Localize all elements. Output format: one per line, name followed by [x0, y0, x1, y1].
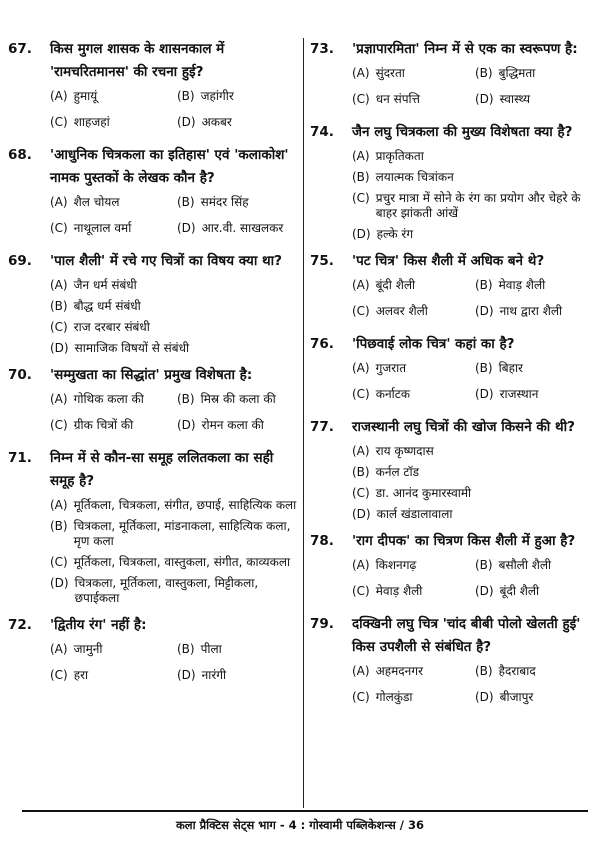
question-header	[310, 613, 594, 659]
option-text: हरा	[73, 668, 89, 682]
question-number: 75.	[310, 253, 334, 269]
option-label: (A)	[352, 278, 370, 292]
question-header	[8, 447, 300, 493]
option-item	[352, 584, 471, 599]
question-number: 79.	[310, 616, 334, 632]
option-label: (C)	[352, 304, 370, 318]
option-label: (B)	[177, 195, 195, 209]
question-number: 77.	[310, 419, 334, 435]
option-item	[50, 320, 300, 335]
question-text: 'आधुनिक चित्रकला का इतिहास' एवं 'कलाकोश' नामक पुस्तकों के लेखक कौन है?	[50, 147, 289, 186]
option-label: (D)	[475, 690, 494, 704]
question-header	[8, 38, 300, 84]
question-number: 78.	[310, 533, 334, 549]
option-text: अलवर शैली	[375, 304, 428, 318]
option-text: अकबर	[201, 115, 232, 129]
option-item	[50, 392, 173, 407]
option-item	[177, 668, 300, 683]
option-item	[177, 418, 300, 433]
option-list	[352, 273, 594, 325]
page-footer: कला प्रैक्टिस सेट्स भाग - 4 : गोस्वामी पब्लिकेशन्स / 36	[175, 818, 425, 832]
question-text: 'द्वितीय रंग' नहीं है:	[50, 617, 147, 633]
option-text: नाथ द्वारा शैली	[499, 304, 563, 318]
question-header	[310, 250, 594, 273]
question-number: 69.	[8, 253, 32, 269]
option-item	[352, 444, 594, 459]
question-79	[310, 613, 594, 711]
option-label: (D)	[475, 387, 494, 401]
option-text: रोमन कला की	[201, 418, 264, 432]
option-label: (A)	[352, 558, 370, 572]
option-text: मिस्र की कला की	[200, 392, 276, 406]
option-item	[50, 418, 173, 433]
question-number: 76.	[310, 336, 334, 352]
option-text: बौद्ध धर्म संबंधी	[73, 299, 141, 313]
question-number: 72.	[8, 617, 32, 633]
footer-rule	[22, 810, 588, 812]
option-item	[50, 115, 173, 130]
option-text: जहांगीर	[200, 89, 234, 103]
option-item	[50, 89, 173, 104]
option-list	[50, 278, 300, 356]
option-label: (B)	[50, 519, 68, 533]
question-header	[310, 333, 594, 356]
option-item	[352, 387, 471, 402]
option-item	[352, 66, 471, 81]
option-item	[475, 558, 594, 573]
option-item	[475, 278, 594, 293]
option-item	[352, 664, 471, 679]
option-label: (D)	[475, 584, 494, 598]
option-text: प्राकृतिकता	[375, 149, 424, 163]
option-item	[352, 149, 594, 164]
question-text: राजस्थानी लघु चित्रों की खोज किसने की थी?	[352, 419, 575, 435]
question-header	[8, 614, 300, 637]
option-item	[352, 507, 594, 522]
option-text: जैन धर्म संबंधी	[73, 278, 137, 292]
question-71	[8, 447, 300, 606]
option-text: कर्नल टॉड	[375, 465, 420, 479]
option-item	[50, 555, 300, 570]
option-label: (C)	[352, 486, 370, 500]
option-item	[50, 278, 300, 293]
option-item	[50, 341, 300, 356]
option-text: मेवाड़ शैली	[498, 278, 546, 292]
question-68	[8, 144, 300, 242]
option-text: समंदर सिंह	[200, 195, 249, 209]
option-label: (C)	[50, 320, 68, 334]
question-header	[310, 530, 594, 553]
option-item	[50, 642, 173, 657]
option-text: बसौली शैली	[498, 558, 552, 572]
question-header	[8, 144, 300, 190]
question-text: 'पाल शैली' में रचे गए चित्रों का विषय क्या था?	[50, 253, 282, 269]
option-list	[352, 356, 594, 408]
option-item	[50, 195, 173, 210]
right-column	[310, 38, 594, 719]
option-item	[352, 558, 471, 573]
option-item	[475, 361, 594, 376]
option-text: बूंदी शैली	[499, 584, 540, 598]
question-76	[310, 333, 594, 408]
option-text: हैदराबाद	[498, 664, 536, 678]
option-text: हुमायूं	[73, 89, 98, 103]
option-label: (C)	[50, 221, 68, 235]
option-list	[352, 61, 594, 113]
option-item	[475, 584, 594, 599]
option-item	[177, 392, 300, 407]
option-text: शाहजहां	[73, 115, 110, 129]
option-label: (A)	[352, 66, 370, 80]
option-list	[50, 190, 300, 242]
question-73	[310, 38, 594, 113]
question-text: 'सम्मुखता का सिद्धांत' प्रमुख विशेषता है:	[50, 367, 253, 383]
option-label: (D)	[177, 668, 196, 682]
option-item	[177, 642, 300, 657]
option-label: (B)	[177, 642, 195, 656]
option-label: (A)	[50, 498, 68, 512]
left-column	[8, 38, 300, 697]
option-item	[475, 92, 594, 107]
option-text: गुजरात	[375, 361, 407, 375]
option-text: बिहार	[498, 361, 523, 375]
option-label: (D)	[352, 507, 371, 521]
option-text: शैल चोयल	[73, 195, 120, 209]
option-item	[352, 690, 471, 705]
option-label: (A)	[50, 278, 68, 292]
option-text: नाथूलाल वर्मा	[73, 221, 132, 235]
option-label: (D)	[177, 418, 196, 432]
option-item	[475, 66, 594, 81]
option-text: पीला	[200, 642, 222, 656]
option-label: (D)	[475, 92, 494, 106]
question-67	[8, 38, 300, 136]
option-item	[475, 690, 594, 705]
option-text: राज दरबार संबंधी	[73, 320, 150, 334]
option-label: (A)	[50, 89, 68, 103]
question-header	[310, 38, 594, 61]
option-text: चित्रकला, मूर्तिकला, मांडनाकला, साहित्यिक कला, मृण कला	[73, 519, 291, 548]
option-text: धन संपत्ति	[375, 92, 420, 106]
question-72	[8, 614, 300, 689]
option-text: अहमदनगर	[375, 664, 423, 678]
option-item	[50, 498, 300, 513]
option-item	[475, 387, 594, 402]
option-list	[50, 387, 300, 439]
option-text: राजस्थान	[499, 387, 539, 401]
question-header	[310, 416, 594, 439]
question-number: 68.	[8, 147, 32, 163]
option-list	[50, 637, 300, 689]
option-item	[177, 115, 300, 130]
option-item	[352, 304, 471, 319]
question-text: 'प्रज्ञापारमिता' निम्न में से एक का स्वरूपण है:	[352, 41, 578, 57]
option-item	[475, 304, 594, 319]
option-label: (D)	[177, 221, 196, 235]
option-label: (B)	[475, 558, 493, 572]
option-label: (A)	[50, 392, 68, 406]
option-list	[50, 498, 300, 606]
question-69	[8, 250, 300, 356]
option-text: सामाजिक विषयों से संबंधी	[74, 341, 190, 355]
option-label: (A)	[352, 664, 370, 678]
option-text: बुद्धिमता	[498, 66, 536, 80]
option-text: राय कृष्णदास	[375, 444, 434, 458]
option-text: बीजापुर	[499, 690, 534, 704]
option-label: (C)	[352, 690, 370, 704]
option-label: (C)	[50, 418, 68, 432]
option-item	[50, 576, 300, 606]
question-number: 67.	[8, 41, 32, 57]
option-label: (B)	[475, 278, 493, 292]
option-text: नारंगी	[201, 668, 227, 682]
option-list	[50, 84, 300, 136]
option-label: (A)	[352, 361, 370, 375]
option-list	[352, 149, 594, 242]
option-text: कार्ल खंडालावाला	[376, 507, 453, 521]
option-label: (D)	[475, 304, 494, 318]
option-item	[177, 221, 300, 236]
question-text: दक्खिनी लघु चित्र 'चांद बीबी पोलो खेलती हुई' किस उपशैली से संबंधित है?	[352, 616, 581, 655]
question-text: निम्न में से कौन-सा समूह ललितकला का सही समूह है?	[50, 450, 274, 489]
option-text: जामुनी	[73, 642, 103, 656]
option-text: हल्के रंग	[376, 227, 414, 241]
option-label: (C)	[352, 191, 370, 205]
option-label: (A)	[50, 195, 68, 209]
option-text: बूंदी शैली	[375, 278, 416, 292]
option-text: आर.वी. साखलकर	[201, 221, 284, 235]
option-label: (B)	[352, 170, 370, 184]
option-label: (A)	[352, 149, 370, 163]
option-list	[352, 553, 594, 605]
question-75	[310, 250, 594, 325]
question-header	[8, 250, 300, 273]
option-label: (B)	[475, 361, 493, 375]
option-text: मूर्तिकला, चित्रकला, संगीत, छपाई, साहित्यिक कला	[73, 498, 297, 512]
option-label: (A)	[50, 642, 68, 656]
option-text: किशनगढ़	[375, 558, 417, 572]
option-item	[352, 361, 471, 376]
option-label: (D)	[50, 576, 69, 590]
option-item	[177, 195, 300, 210]
option-label: (D)	[50, 341, 69, 355]
question-text: किस मुगल शासक के शासनकाल में 'रामचरितमानस' की रचना हुई?	[50, 41, 225, 80]
question-header	[8, 364, 300, 387]
option-item	[475, 664, 594, 679]
option-text: कर्नाटक	[375, 387, 410, 401]
option-label: (D)	[177, 115, 196, 129]
option-text: गोथिक कला की	[73, 392, 144, 406]
option-item	[352, 486, 594, 501]
option-list	[352, 659, 594, 711]
option-text: मेवाड़ शैली	[375, 584, 423, 598]
option-label: (D)	[352, 227, 371, 241]
option-item	[50, 299, 300, 314]
option-label: (C)	[50, 115, 68, 129]
question-number: 70.	[8, 367, 32, 383]
option-label: (C)	[50, 668, 68, 682]
option-item	[352, 227, 594, 242]
question-number: 71.	[8, 450, 32, 466]
option-label: (C)	[352, 584, 370, 598]
option-label: (B)	[475, 66, 493, 80]
question-number: 73.	[310, 41, 334, 57]
question-70	[8, 364, 300, 439]
option-label: (B)	[177, 392, 195, 406]
option-text: सुंदरता	[375, 66, 405, 80]
question-text: 'पिछवाई लोक चित्र' कहां का है?	[352, 336, 515, 352]
option-text: मूर्तिकला, चित्रकला, वास्तुकला, संगीत, काव्यकला	[73, 555, 291, 569]
option-item	[352, 191, 594, 221]
option-label: (C)	[352, 387, 370, 401]
question-text: 'पट चित्र' किस शैली में अधिक बने थे?	[352, 253, 545, 269]
option-label: (C)	[352, 92, 370, 106]
option-label: (B)	[475, 664, 493, 678]
option-item	[352, 278, 471, 293]
option-list	[352, 444, 594, 522]
question-74	[310, 121, 594, 242]
option-item	[50, 221, 173, 236]
option-text: लयात्मक चित्रांकन	[375, 170, 454, 184]
column-divider	[303, 38, 304, 808]
option-label: (B)	[50, 299, 68, 313]
option-item	[50, 668, 173, 683]
option-text: स्वास्थ्य	[499, 92, 531, 106]
option-item	[50, 519, 300, 549]
option-text: प्रचुर मात्रा में सोने के रंग का प्रयोग और चेहरे के बाहर झांकती आंखें	[375, 191, 581, 220]
option-item	[352, 92, 471, 107]
question-header	[310, 121, 594, 144]
question-text: 'राग दीपक' का चित्रण किस शैली में हुआ है?	[352, 533, 576, 549]
option-text: ग्रीक चित्रों की	[73, 418, 134, 432]
question-number: 74.	[310, 124, 334, 140]
question-78	[310, 530, 594, 605]
question-text: जैन लघु चित्रकला की मुख्य विशेषता क्या है?	[352, 124, 573, 140]
option-label: (C)	[50, 555, 68, 569]
option-text: चित्रकला, मूर्तिकला, वास्तुकला, मिट्टीकला, छपाईकला	[74, 576, 259, 605]
option-item	[352, 170, 594, 185]
option-item	[352, 465, 594, 480]
option-label: (B)	[177, 89, 195, 103]
question-77	[310, 416, 594, 522]
option-label: (A)	[352, 444, 370, 458]
option-text: डा. आनंद कुमारस्वामी	[375, 486, 472, 500]
option-item	[177, 89, 300, 104]
option-text: गोलकुंडा	[375, 690, 413, 704]
option-label: (B)	[352, 465, 370, 479]
